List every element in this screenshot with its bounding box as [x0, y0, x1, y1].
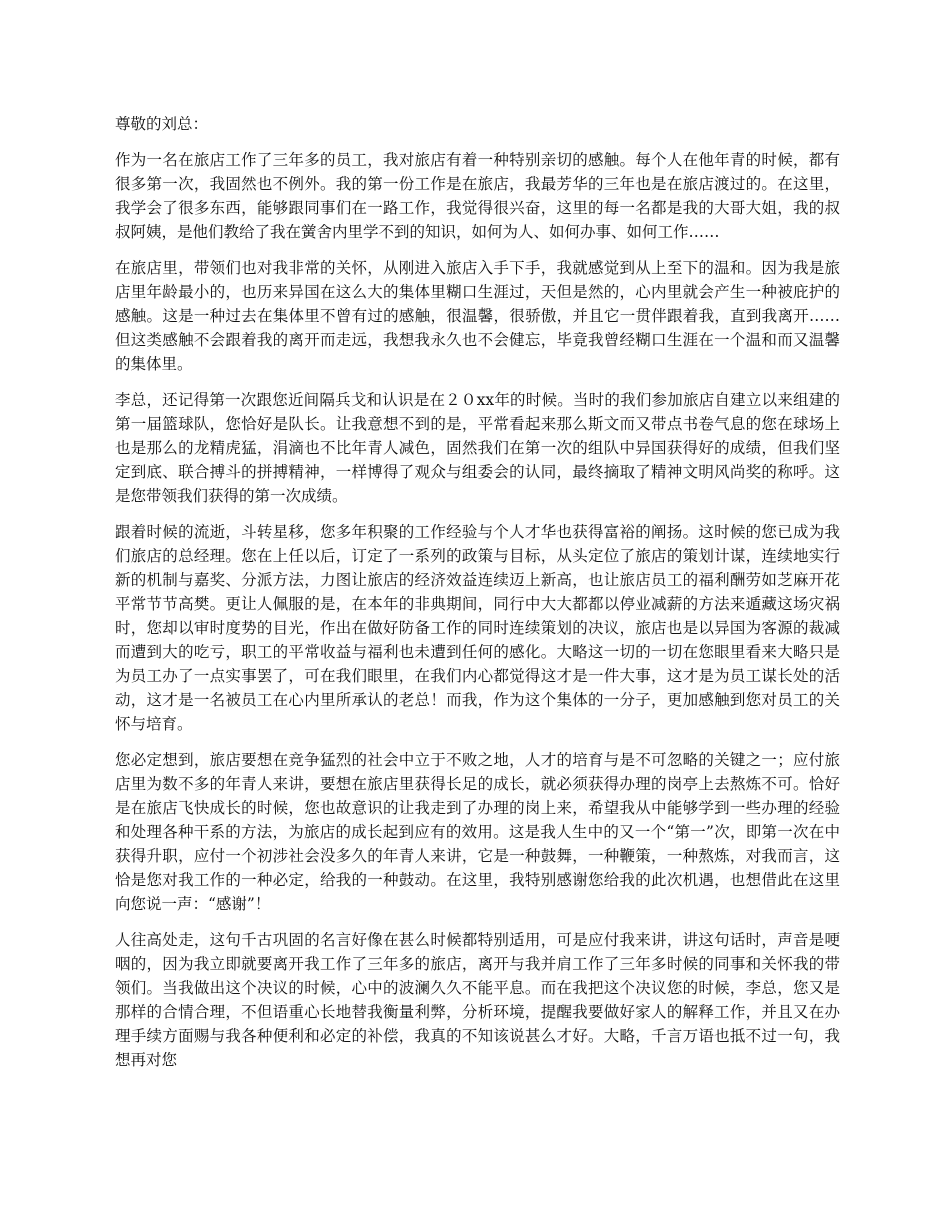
letter-body — [115, 112, 840, 1084]
paragraph-2: 在旅店里，带领们也对我非常的关怀，从刚进入旅店入手下手，我就感觉到从上至下的温和。因为我是旅店里年龄最小的，也历来异国在这么大的集体里糊口生涯过，天但是然的，心内里就会产生一种被庇护的感触。这是一种过去在集体里不曾有过的感触，很温馨，很骄傲，并且它一贯伴跟着我，直到我离开……但这类感触不会跟着我的离开而走远，我想我永久也不会健忘，毕竟我曾经糊口生涯在一个温和而又温馨的集体里。 — [115, 259, 840, 373]
paragraph-1: 作为一名在旅店工作了三年多的员工，我对旅店有着一种特别亲切的感触。每个人在他年青的时候，都有很多第一次，我固然也不例外。我的第一份工作是在旅店，我最芳华的三年也是在旅店渡过的。在这里，我学会了很多东西，能够跟同事们在一路工作，我觉得很兴奋，这里的每一名都是我的大哥大姐，我的叔叔阿姨，是他们教给了我在黉舍内里学不到的知识，如何为人、如何办事、如何工作…… — [115, 151, 840, 241]
salutation: 尊敬的刘总： — [115, 115, 209, 133]
paragraph-3: 李总，还记得第一次跟您近间隔兵戈和认识是在２０xx年的时候。当时的我们参加旅店自建立以来组建的第一届篮球队，您恰好是队长。让我意想不到的是，平常看起来那么斯文而又带点书卷气息的您在球场上也是那么的龙精虎猛，涓滴也不比年青人减色，固然我们在第一次的组队中异国获得好的成绩，但我们坚定到底、联合搏斗的拼搏精神，一样博得了观众与组委会的认同，最终摘取了精神文明风尚奖的称呼。这是您带领我们获得的第一次成绩。 — [115, 391, 840, 505]
paragraph-5: 您必定想到，旅店要想在竞争猛烈的社会中立于不败之地，人才的培育与是不可忽略的关键之一；应付旅店里为数不多的年青人来讲，要想在旅店里获得长足的成长，就必须获得办理的岗亭上去熬炼不可。恰好是在旅店飞快成长的时候，您也故意识的让我走到了办理的岗上来，希望我从中能够学到一些办理的经验和处理各种干系的方法，为旅店的成长起到应有的效用。这是我人生中的又一个“第一”次，即第一次在中获得升职，应付一个初涉社会没多久的年青人来讲，它是一种鼓舞，一种鞭策，一种熬炼，对我而言，这恰是您对我工作的一种必定，给我的一种鼓动。在这里，我特别感谢您给我的此次机遇，也想借此在这里向您说一声：“感谢”！ — [115, 751, 840, 913]
paragraph-4: 跟着时候的流逝，斗转星移，您多年积聚的工作经验与个人才华也获得富裕的阐扬。这时候的您已成为我们旅店的总经理。您在上任以后，订定了一系列的政策与目标，从头定位了旅店的策划计谋，连续地实行新的机制与嘉奖、分派方法，力图让旅店的经济效益连续迈上新高，也让旅店员工的福利酬劳如芝麻开花平常节节高樊。更让人佩服的是，在本年的非典期间，同行中大大都都以停业减薪的方法来遁藏这场灾祸时，您却以审时度势的目光，作出在做好防备工作的同时连续策划的决议，旅店也是以异国为客源的裁减而遭到大的吃亏，职工的平常收益与福利也未遭到任何的感化。大略这一切的一切在您眼里看来大略只是为员工办了一点实事罢了，可在我们眼里，在我们内心都觉得这才是一件大事，这才是为员工谋长处的活动，这才是一名被员工在心内里所承认的老总！而我，作为这个集体的一分子，更加感触到您对员工的关怀与培育。 — [115, 523, 840, 733]
paragraph-6: 人往高处走，这句千古巩固的名言好像在甚么时候都特别适用，可是应付我来讲，讲这句话时，声音是哽咽的，因为我立即就要离开我工作了三年多的旅店，离开与我并肩工作了三年多时候的同事和关怀我的带领们。当我做出这个决议的时候，心中的波澜久久不能平息。而在我把这个决议您的时候，李总，您又是那样的合情合理，不但语重心长地替我衡量利弊，分析环境，提醒我要做好家人的解释工作，并且又在办理手续方面赐与我各种便利和必定的补偿，我真的不知该说甚么才好。大略，千言万语也抵不过一句，我想再对您 — [115, 931, 840, 1069]
